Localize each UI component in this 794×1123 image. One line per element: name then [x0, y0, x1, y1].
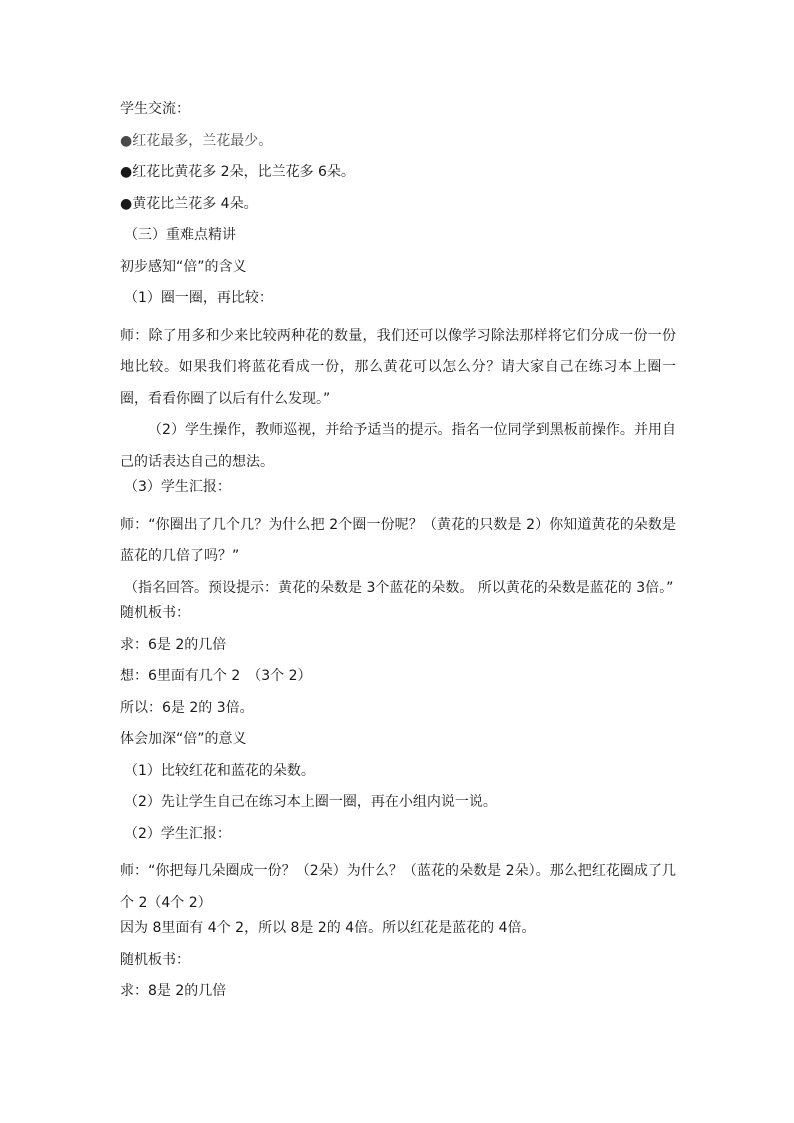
paragraph: （2）学生操作，教师巡视，并给予适当的提示。指名一位同学到黑板前操作。并用自己的话表达自己的想法。	[120, 422, 676, 470]
text-line: 求：6是 2的几倍	[120, 636, 227, 653]
subheading: 初步感知“倍”的含义	[120, 258, 247, 275]
bullet-item: ●红花比黄花多 2朵，比兰花多 6朵。	[120, 164, 355, 180]
paragraph: （指名回答。预设提示：黄花的朵数是 3个蓝花的朵数。 所以黄花的朵数是蓝花的 3倍。”	[124, 579, 674, 596]
subheading: 体会加深“倍”的意义	[120, 731, 247, 747]
paragraph: 师：“你把每几朵圈成一份？（2朵）为什么？（蓝花的朵数是 2朵）。那么把红花圈成了几个 2（4个 2）	[120, 863, 676, 911]
bullet-item: ●红花最多，兰花最少。	[120, 132, 273, 149]
bullet-item: ●黄花比兰花多 4朵。	[120, 195, 258, 212]
step-label: （2）先让学生自己在练习本上圈一圈，再在小组内说一说。	[124, 794, 497, 810]
document-body	[120, 100, 676, 1014]
text-line: 想：6里面有几个 2 （3个 2）	[120, 668, 312, 684]
step-label: （1）圈一圈，再比较：	[124, 290, 273, 306]
text-line: 因为 8里面有 4个 2，所以 8是 2的 4倍。所以红花是蓝花的 4倍。	[120, 920, 536, 936]
text-line: 随机板书：	[120, 605, 190, 621]
step-label: （2）学生汇报：	[124, 825, 231, 842]
text-line: 所以：6是 2的 3倍。	[120, 699, 254, 716]
text-line: 求：8是 2的几倍	[120, 983, 227, 999]
step-label: （1）比较红花和蓝花的朵数。	[124, 762, 315, 779]
paragraph: 师：“你圈出了几个几？为什么把 2个圈一份呢？（黄花的只数是 2）你知道黄花的朵数是蓝花的几倍了吗？”	[120, 516, 676, 564]
section-heading: （三）重难点精讲	[124, 227, 236, 243]
text-line: 随机板书：	[120, 951, 190, 968]
text-line: 学生交流：	[120, 101, 190, 117]
step-label: （3）学生汇报：	[124, 479, 231, 495]
paragraph: 师：除了用多和少来比较两种花的数量，我们还可以像学习除法那样将它们分成一份一份地比较。如果我们将蓝花看成一份，那么黄花可以怎么分？请大家自己在练习本上圈一圈，看看你圈了以后有什么发现。”	[120, 327, 676, 407]
